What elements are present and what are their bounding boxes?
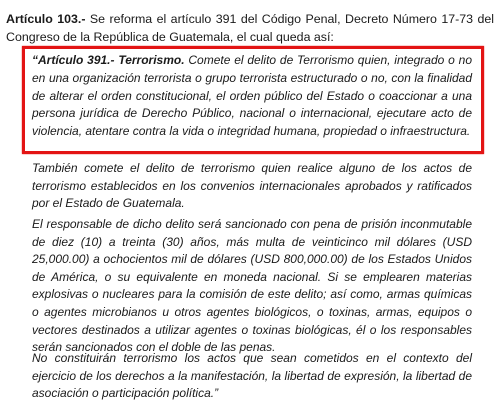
paragraph-international-conventions: También comete el delito de terrorismo quien realice alguno de los actos de terrorismo establecidos en los convenios internacionales aprobados y ratificados por el Estado de Guatemala. xyxy=(32,161,472,211)
paragraph-penalties: El responsable de dicho delito será sancionado con pena de prisión inconmutable de diez (10) a treinta (30) años, más multa de veinticinco mil dólares (USD 25,000.00) a ochocientos mil de dólares (USD 800,000.00) de los Estados Unidos de América, o su equivalente en moneda nacional. Si se emplearen materias explosivas o nucleares para la comisión de este delito; así como, armas químicas o agentes microbianos u otros agentes biológicos, o toxinas, armas, equipos o vectores destinados a utilizar agentes o toxinas biológicas, él o los responsables serán sancionados con el doble de las penas. xyxy=(32,217,472,355)
article-intro-text: Se reforma el artículo 391 del Código Penal, Decreto Número 17-73 del Congreso de la República de Guatemala, el cual queda así: xyxy=(6,12,494,44)
paragraph-exceptions: No constituirán terrorismo los actos que sean cometidos en el contexto del ejercicio de los derechos a la manifestación, la libertad de expresión, la libertad de asociación o participación política.” xyxy=(32,351,472,401)
quote-text: Comete el delito de Terrorismo quien, integrado o no en una organización terrorista o grupo terrorista estructurado o no, con la finalidad de alterar el orden constitucional, el orden público del Estado o coaccionar a una persona jurídica de Derecho Público, nacional o internacional, ejecutare acto de violencia, atentare contra la vida o integridad humana, propiedad o infraestructura. xyxy=(32,53,472,139)
quote-title: “Artículo 391.- Terrorismo. xyxy=(32,53,185,67)
article-label: Artículo 103.- xyxy=(6,12,86,26)
highlighted-quote xyxy=(32,52,472,141)
article-intro xyxy=(6,10,494,46)
